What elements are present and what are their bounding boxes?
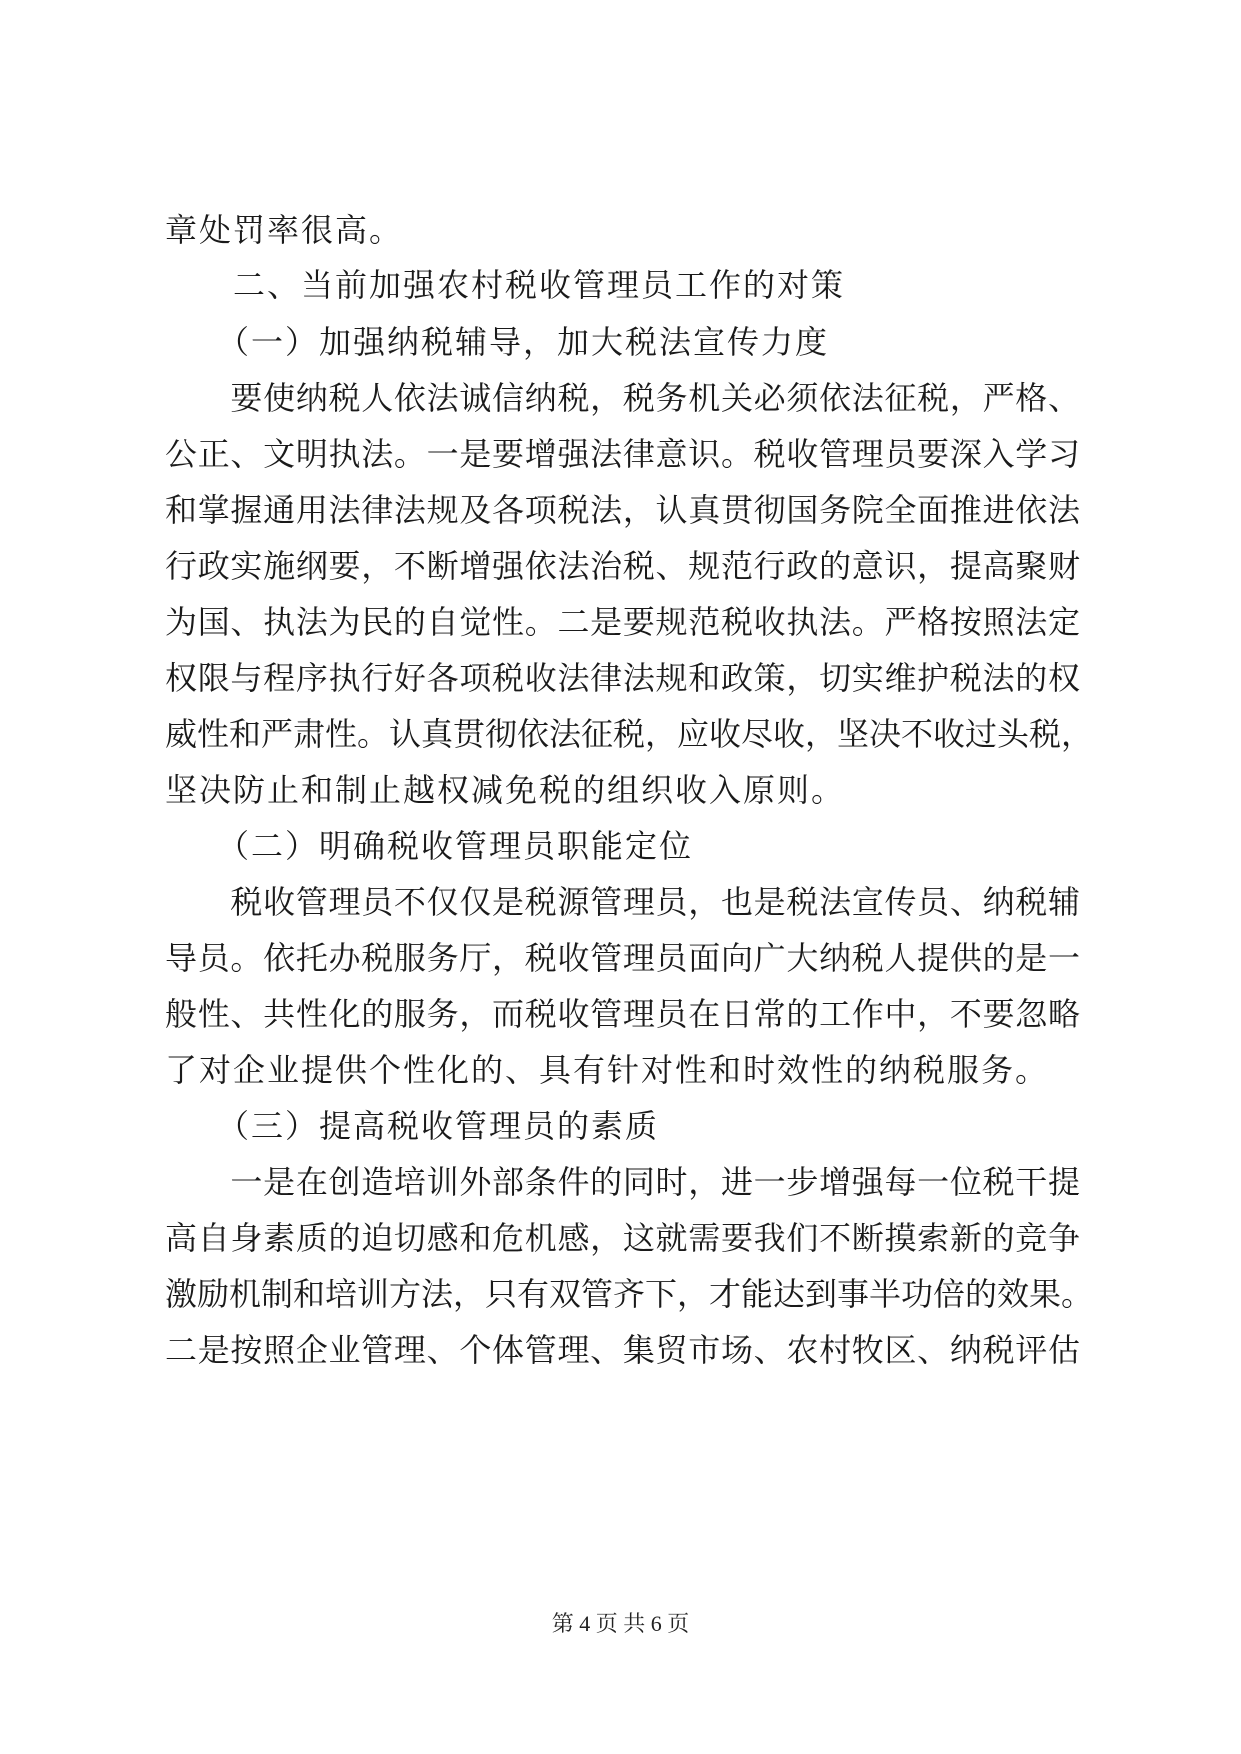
text-line-5: 公正、文明执法。一是要增强法律意识。税收管理员要深入学习 xyxy=(165,435,1080,473)
text-line-7: 行政实施纲要，不断增强依法治税、规范行政的意识，提高聚财 xyxy=(165,547,1080,585)
subsection-heading-3: （三）提高税收管理员的素质 xyxy=(165,1107,660,1145)
text-line-15: 般性、共性化的服务，而税收管理员在日常的工作中，不要忽略 xyxy=(165,995,1080,1033)
text-line-10: 威性和严肃性。认真贯彻依法征税，应收尽收，坚决不收过头税， xyxy=(165,715,1094,753)
subsection-heading-1: （一）加强纳税辅导，加大税法宣传力度 xyxy=(165,323,830,361)
text-line-19: 高自身素质的迫切感和危机感，这就需要我们不断摸索新的竞争 xyxy=(165,1219,1080,1257)
text-line-18: 一是在创造培训外部条件的同时，进一步增强每一位税干提 xyxy=(165,1163,1080,1201)
text-line-20: 激励机制和培训方法，只有双管齐下，才能达到事半功倍的效果。 xyxy=(165,1275,1094,1313)
text-line-11: 坚决防止和制止越权减免税的组织收入原则。 xyxy=(165,771,846,809)
text-line-6: 和掌握通用法律法规及各项税法，认真贯彻国务院全面推进依法 xyxy=(165,491,1080,529)
text-line-14: 导员。依托办税服务厅，税收管理员面向广大纳税人提供的是一 xyxy=(165,939,1080,977)
text-line-21: 二是按照企业管理、个体管理、集贸市场、农村牧区、纳税评估 xyxy=(165,1331,1080,1369)
subsection-heading-2: （二）明确税收管理员职能定位 xyxy=(165,827,694,865)
text-line-13: 税收管理员不仅仅是税源管理员，也是税法宣传员、纳税辅 xyxy=(165,883,1080,921)
section-heading-2: 二、当前加强农村税收管理员工作的对策 xyxy=(165,266,846,304)
text-line-8: 为国、执法为民的自觉性。二是要规范税收执法。严格按照法定 xyxy=(165,603,1080,641)
text-line-9: 权限与程序执行好各项税收法律法规和政策，切实维护税法的权 xyxy=(165,659,1080,697)
page-number-footer: 第 4 页 共 6 页 xyxy=(551,1611,690,1636)
text-line-1: 章处罚率很高。 xyxy=(165,211,404,249)
text-line-4: 要使纳税人依法诚信纳税，税务机关必须依法征税，严格、 xyxy=(165,379,1080,417)
text-line-16: 了对企业提供个性化的、具有针对性和时效性的纳税服务。 xyxy=(165,1051,1050,1089)
